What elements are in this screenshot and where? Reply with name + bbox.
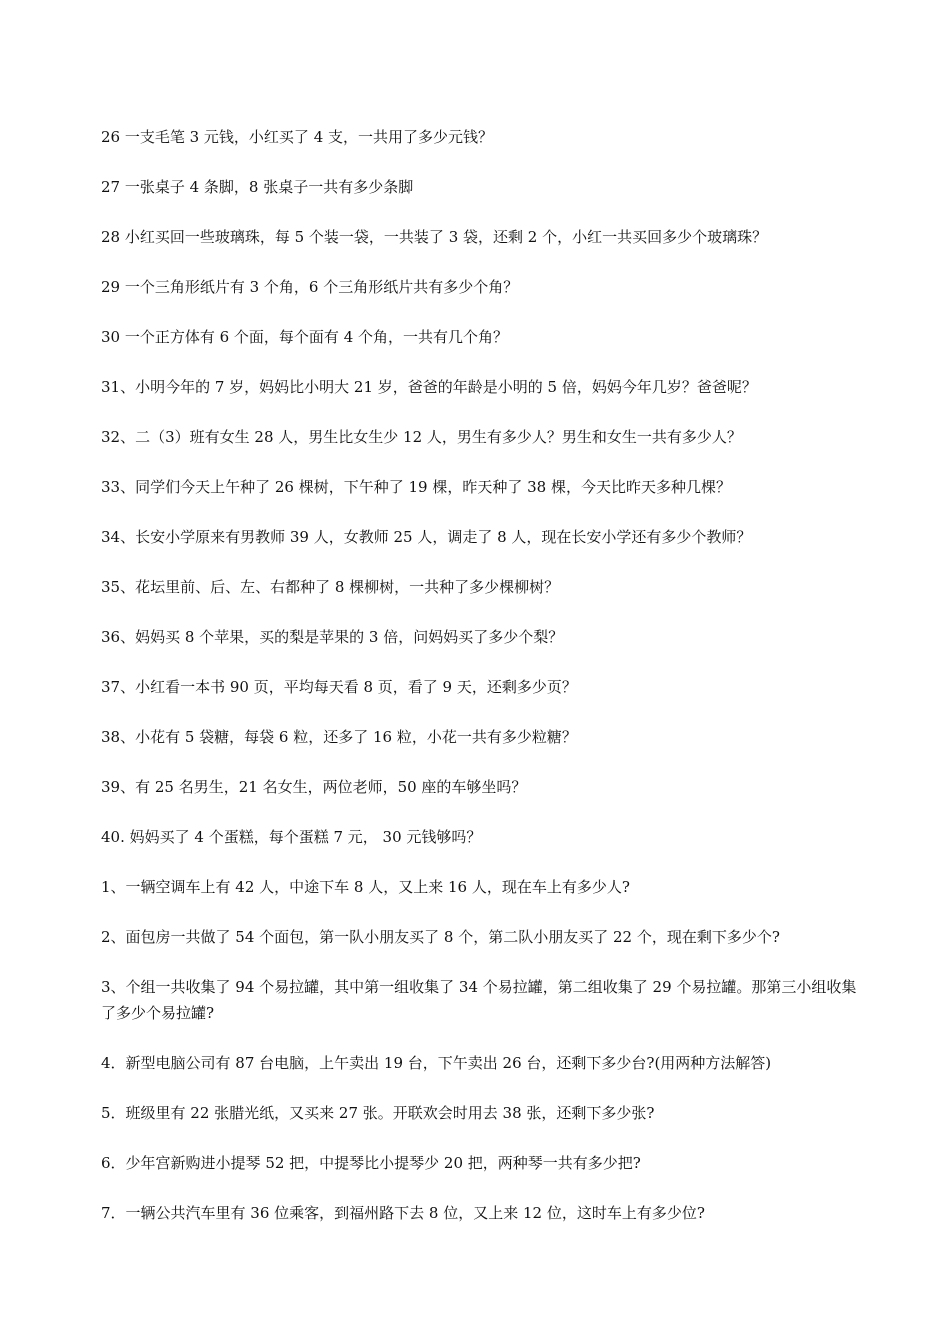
problem-item: 26 一支毛笔 3 元钱，小红买了 4 支，一共用了多少元钱？	[101, 128, 494, 146]
problem-item: 6．少年宫新购进小提琴 52 把，中提琴比小提琴少 20 把，两种琴一共有多少把?	[101, 1154, 641, 1172]
problem-item: 1、一辆空调车上有 42 人，中途下车 8 人，又上来 16 人，现在车上有多少人?	[101, 878, 630, 896]
problem-item: 40. 妈妈买了 4 个蛋糕，每个蛋糕 7 元， 30 元钱够吗？	[101, 828, 482, 846]
problem-list	[101, 124, 861, 1250]
problem-item: 32、二（3）班有女生 28 人，男生比女生少 12 人，男生有多少人？男生和女生一共有多少人？	[101, 428, 742, 446]
problem-item: 33、同学们今天上午种了 26 棵树，下午种了 19 棵，昨天种了 38 棵，今天比昨天多种几棵？	[101, 478, 731, 496]
problem-item: 30 一个正方体有 6 个面，每个面有 4 个角，一共有几个角？	[101, 328, 509, 346]
problem-item: 38、小花有 5 袋糖，每袋 6 粒，还多了 16 粒，小花一共有多少粒糖？	[101, 728, 577, 746]
problem-item: 4．新型电脑公司有 87 台电脑，上午卖出 19 台，下午卖出 26 台，还剩下多少台?(用两种方法解答)	[101, 1054, 772, 1072]
problem-item: 31、小明今年的 7 岁，妈妈比小明大 21 岁，爸爸的年龄是小明的 5 倍，妈妈今年几岁？爸爸呢？	[101, 378, 757, 396]
problem-item: 35、花坛里前、后、左、右都种了 8 棵柳树，一共种了多少棵柳树？	[101, 578, 560, 596]
problem-item: 39、有 25 名男生，21 名女生，两位老师，50 座的车够坐吗？	[101, 778, 527, 796]
problem-item: 37、小红看一本书 90 页，平均每天看 8 页，看了 9 天，还剩多少页？	[101, 678, 577, 696]
problem-item: 5．班级里有 22 张腊光纸，又买来 27 张。开联欢会时用去 38 张，还剩下多少张?	[101, 1104, 655, 1122]
problem-item: 36、妈妈买 8 个苹果，买的梨是苹果的 3 倍，问妈妈买了多少个梨？	[101, 628, 564, 646]
problem-item: 7．一辆公共汽车里有 36 位乘客，到福州路下去 8 位，又上来 12 位，这时车上有多少位?	[101, 1204, 705, 1222]
problem-item: 2、面包房一共做了 54 个面包，第一队小朋友买了 8 个，第二队小朋友买了 22 个，现在剩下多少个?	[101, 928, 780, 946]
problem-item: 3、个组一共收集了 94 个易拉罐，其中第一组收集了 34 个易拉罐，第二组收集了 29 个易拉罐。那第三小组收集了多少个易拉罐?	[101, 978, 857, 1022]
problem-item: 28 小红买回一些玻璃珠，每 5 个装一袋，一共装了 3 袋，还剩 2 个，小红一共买回多少个玻璃珠？	[101, 228, 768, 246]
problem-item: 27 一张桌子 4 条脚，8 张桌子一共有多少条脚	[101, 178, 414, 196]
problem-item: 34、长安小学原来有男教师 39 人，女教师 25 人，调走了 8 人，现在长安小学还有多少个教师？	[101, 528, 752, 546]
problem-item: 29 一个三角形纸片有 3 个角，6 个三角形纸片共有多少个角？	[101, 278, 519, 296]
